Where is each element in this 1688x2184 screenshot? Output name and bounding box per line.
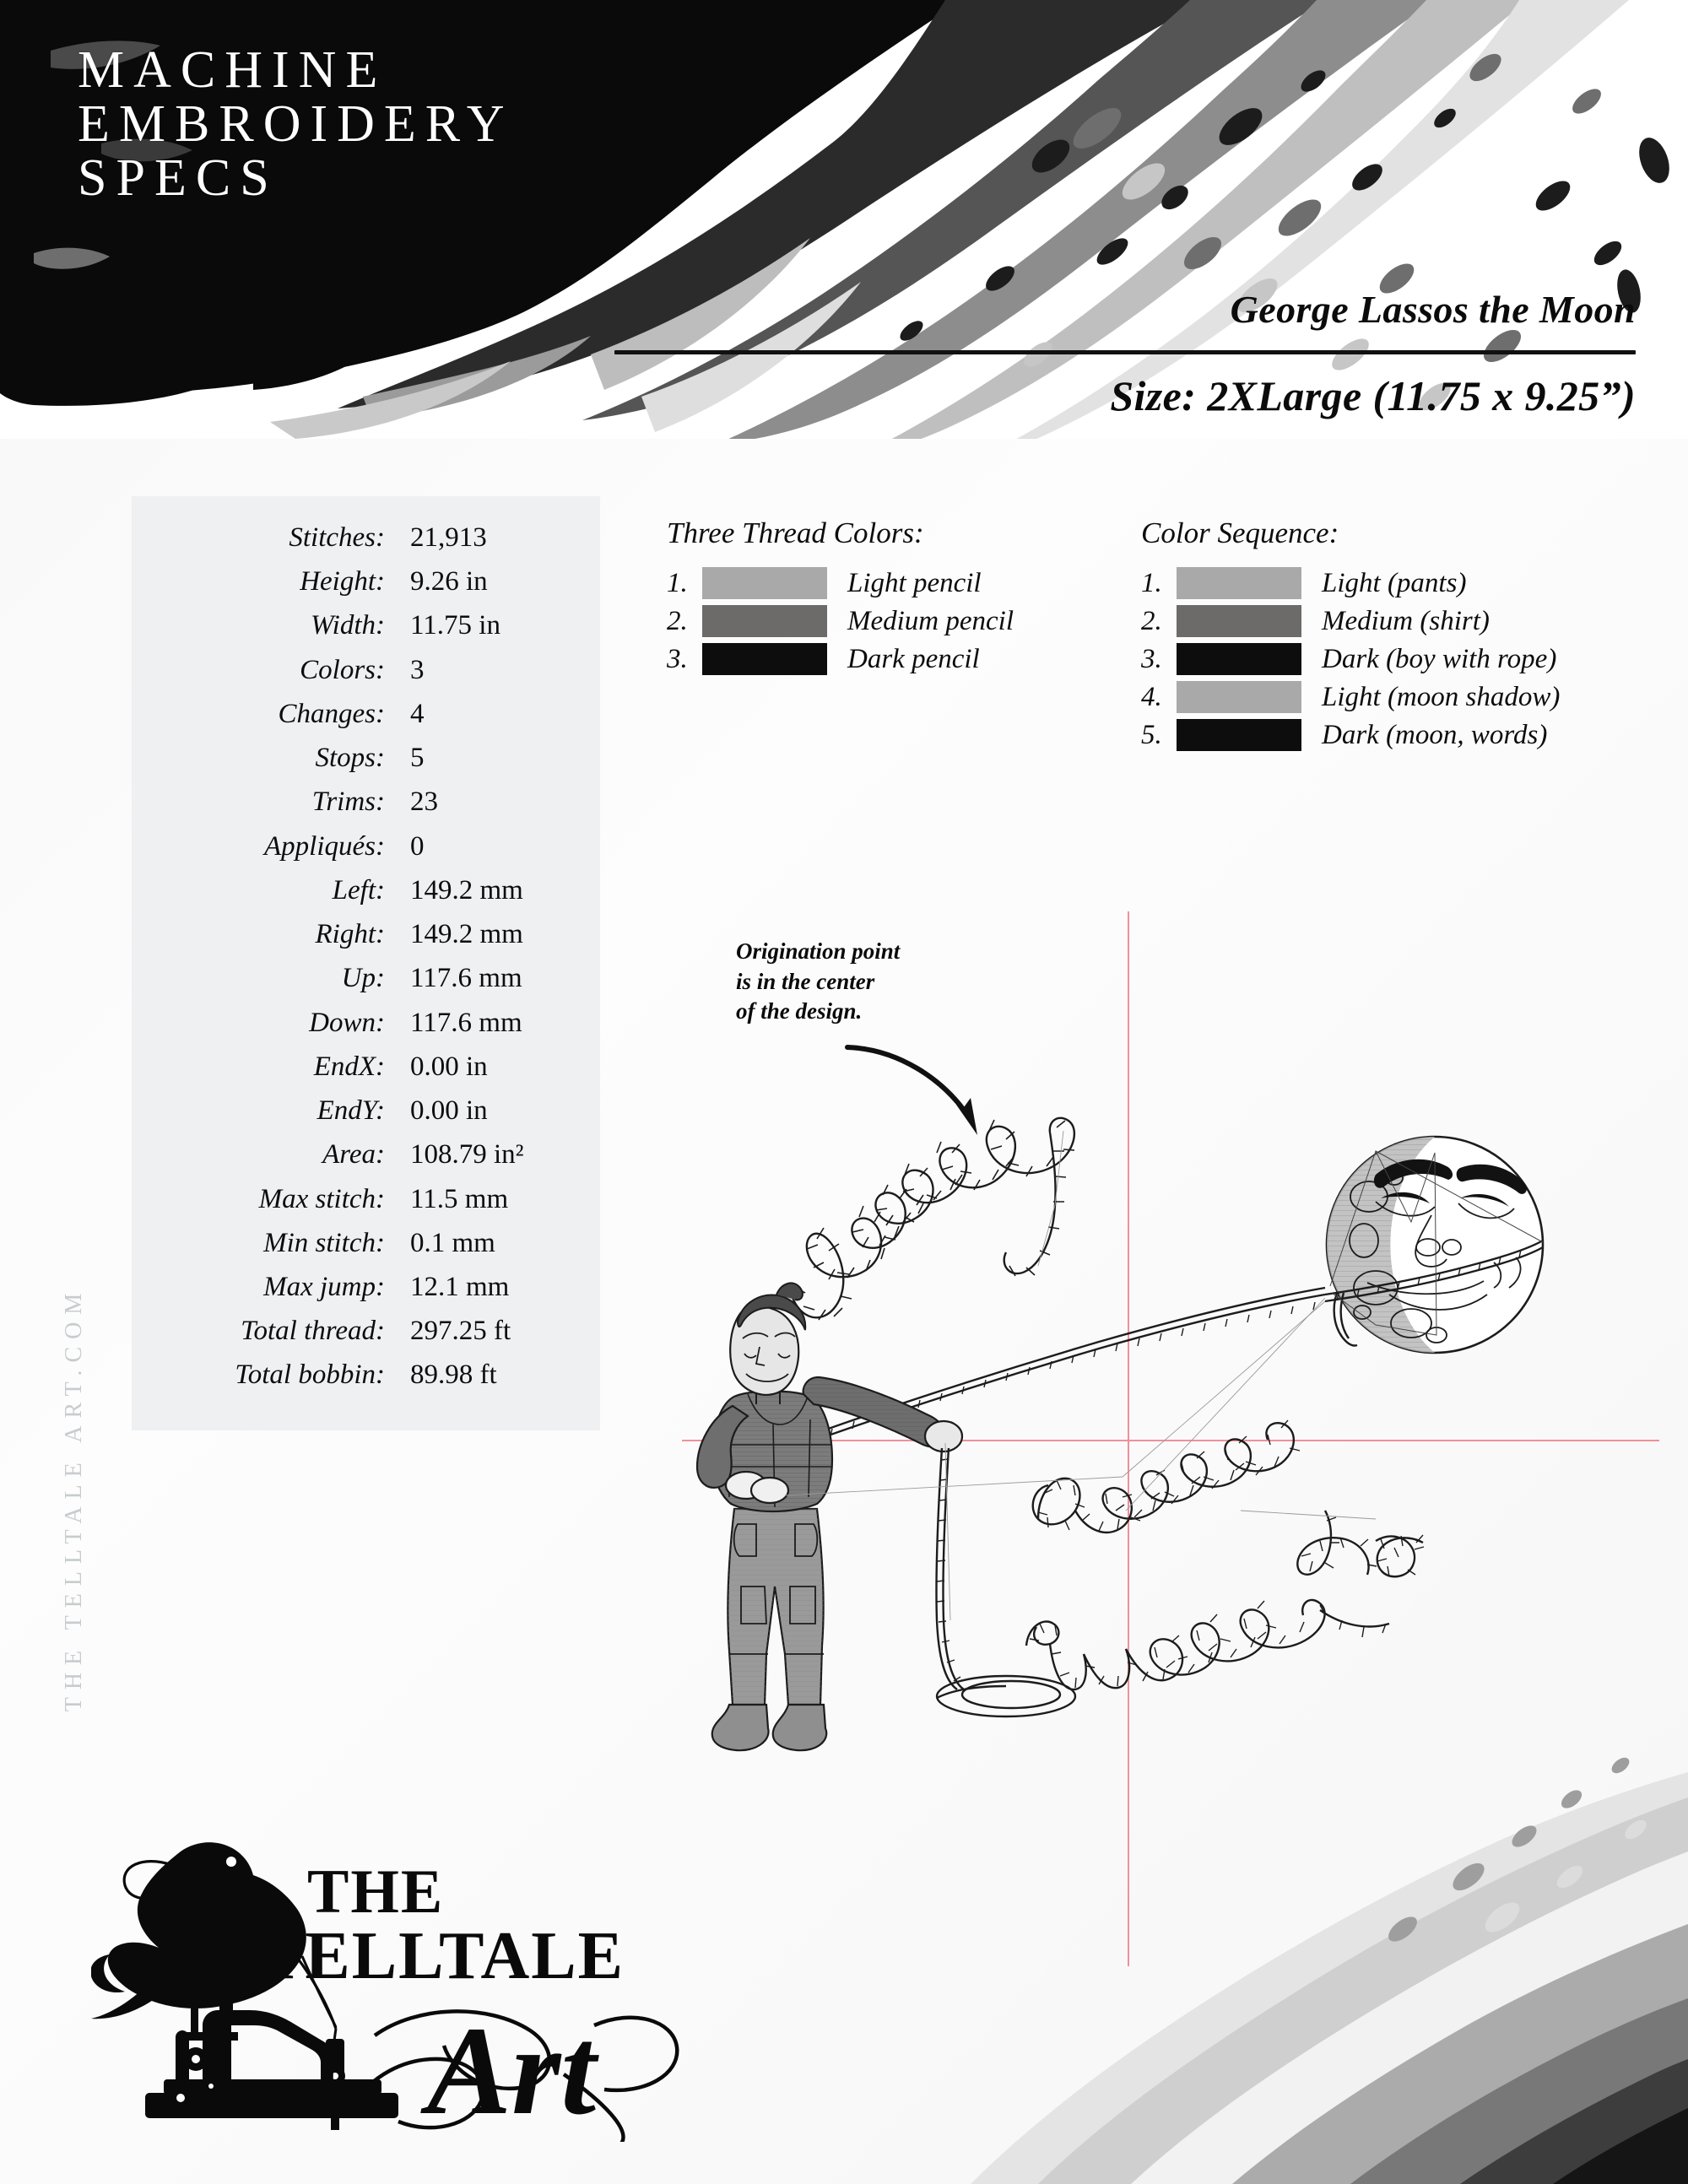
spec-value: 117.6 mm [410,963,522,994]
spec-row [132,1181,600,1217]
rope-word-lassos [1033,1420,1300,1533]
spec-row [132,740,600,776]
spec-value: 89.98 ft [410,1360,497,1391]
spec-row [132,696,600,732]
digitizing-guide-lines [785,1131,1376,1620]
item-label: Medium pencil [847,605,1014,636]
spec-value: 11.5 mm [410,1183,509,1214]
embroidery-design-preview [785,1114,1646,1781]
spec-row [132,1269,600,1305]
spec-row [132,520,600,555]
design-size: Size: 2XLarge (11.75 x 9.25”) [1110,372,1636,419]
spec-label: Height: [300,566,385,597]
color-sequence-legend [1141,516,1647,757]
spec-row [132,1093,600,1128]
item-label: Dark pencil [847,643,980,674]
spec-label: Stops: [315,743,385,774]
color-sequence-heading: Color Sequence: [1141,516,1339,549]
item-number: 5. [1141,719,1162,750]
spec-row [132,829,600,864]
spec-row [132,1137,600,1172]
item-label: Medium (shirt) [1322,605,1490,636]
color-swatch [1177,643,1301,675]
item-number: 2. [667,605,688,636]
spec-value: 149.2 mm [410,919,523,950]
spec-row [132,1357,600,1392]
thread-colors-heading: Three Thread Colors: [667,516,924,549]
spec-value: 297.25 ft [410,1316,511,1347]
spec-value: 149.2 mm [410,874,523,905]
curved-arrow-icon [844,1042,996,1148]
masthead-title [78,41,514,207]
thread-color-item [667,643,1089,675]
color-sequence-item [1141,567,1647,599]
item-number: 3. [1141,643,1162,674]
item-label: Light pencil [847,567,982,598]
spec-label: Max stitch: [258,1183,385,1214]
spec-row [132,608,600,643]
thread-color-item [667,567,1089,599]
spec-row [132,873,600,908]
spec-row [132,916,600,952]
spec-row [132,1049,600,1084]
spec-label: Stitches: [289,522,385,553]
origination-note [736,937,900,1027]
spec-row [132,1225,600,1261]
color-sequence-item [1141,719,1647,751]
masthead-line-3: SPECS [78,149,279,207]
color-swatch [1177,567,1301,599]
color-swatch [1177,719,1301,751]
spec-label: Left: [332,874,385,905]
spec-label: EndY: [316,1095,385,1127]
moon-face [1325,1137,1543,1353]
item-label: Dark (moon, words) [1322,719,1548,750]
spec-value: 4 [410,698,425,729]
design-name: George Lassos the Moon [1230,288,1636,331]
item-label: Dark (boy with rope) [1322,643,1557,674]
spec-row [132,784,600,819]
color-sequence-item [1141,643,1647,675]
spec-label: Changes: [278,698,385,729]
color-swatch [702,567,827,599]
thread-colors-legend [667,516,1089,681]
item-label: Light (pants) [1322,567,1467,598]
spec-label: Down: [309,1007,385,1038]
spec-label: Max jump: [263,1271,385,1302]
spec-label: Min stitch: [263,1227,385,1258]
color-swatch [1177,681,1301,713]
origination-note-line-3: of the design. [736,998,863,1024]
spec-value: 5 [410,743,425,774]
specifications-panel [132,496,600,1430]
rope-word-george [792,1118,1074,1320]
item-number: 1. [1141,567,1162,598]
spec-value: 108.79 in² [410,1139,524,1170]
spec-value: 117.6 mm [410,1007,522,1038]
spec-value: 0.00 in [410,1095,488,1127]
spec-value: 21,913 [410,522,487,553]
design-title-block [614,287,1636,420]
color-swatch [702,643,827,675]
spec-label: Width: [311,610,385,641]
color-sequence-item [1141,605,1647,637]
color-sequence-item [1141,681,1647,713]
spec-label: Total bobbin: [235,1360,385,1391]
spec-value: 11.75 in [410,610,500,641]
color-swatch [1177,605,1301,637]
spec-row [132,1313,600,1349]
spec-row [132,960,600,996]
boy-figure [697,1283,1075,1750]
spec-label: Right: [315,919,385,950]
spec-label: Colors: [300,654,385,685]
spec-value: 9.26 in [410,566,488,597]
spec-row [132,564,600,599]
logo-text-the: THE [307,1857,445,1927]
spec-label: EndX: [313,1051,385,1082]
thread-color-item [667,605,1089,637]
item-number: 2. [1141,605,1162,636]
spec-value: 0.1 mm [410,1227,495,1258]
spec-label: Trims: [311,787,385,818]
origination-note-line-1: Origination point [736,938,901,964]
spec-label: Area: [322,1139,385,1170]
spec-label: Up: [341,963,385,994]
spec-label: Appliqués: [264,830,385,862]
logo-text-art: Art [427,2001,597,2141]
spec-value: 23 [410,787,438,818]
spec-value: 0 [410,830,425,862]
logo-text-telltale: TELLTALE [258,1919,625,1993]
item-number: 1. [667,567,688,598]
spec-value: 3 [410,654,425,685]
masthead-line-1: MACHINE [78,41,387,99]
vertical-website-text: THE TELLTALE ART.COM [61,1285,87,1712]
rope-word-the [1297,1511,1424,1576]
item-number: 4. [1141,681,1162,712]
item-label: Light (moon shadow) [1322,681,1561,712]
spec-value: 0.00 in [410,1051,488,1082]
telltale-art-logo [91,1830,682,2142]
title-divider [614,350,1636,354]
spec-row [132,1005,600,1041]
item-number: 3. [667,643,688,674]
rope-word-moon [1026,1600,1389,1689]
masthead-line-2: EMBROIDERY [78,95,514,153]
spec-value: 12.1 mm [410,1271,510,1302]
spec-row [132,652,600,688]
color-swatch [702,605,827,637]
spec-label: Total thread: [241,1316,385,1347]
footer-brush-decoration [760,1711,1688,2184]
origination-note-line-2: is in the center [736,968,875,994]
